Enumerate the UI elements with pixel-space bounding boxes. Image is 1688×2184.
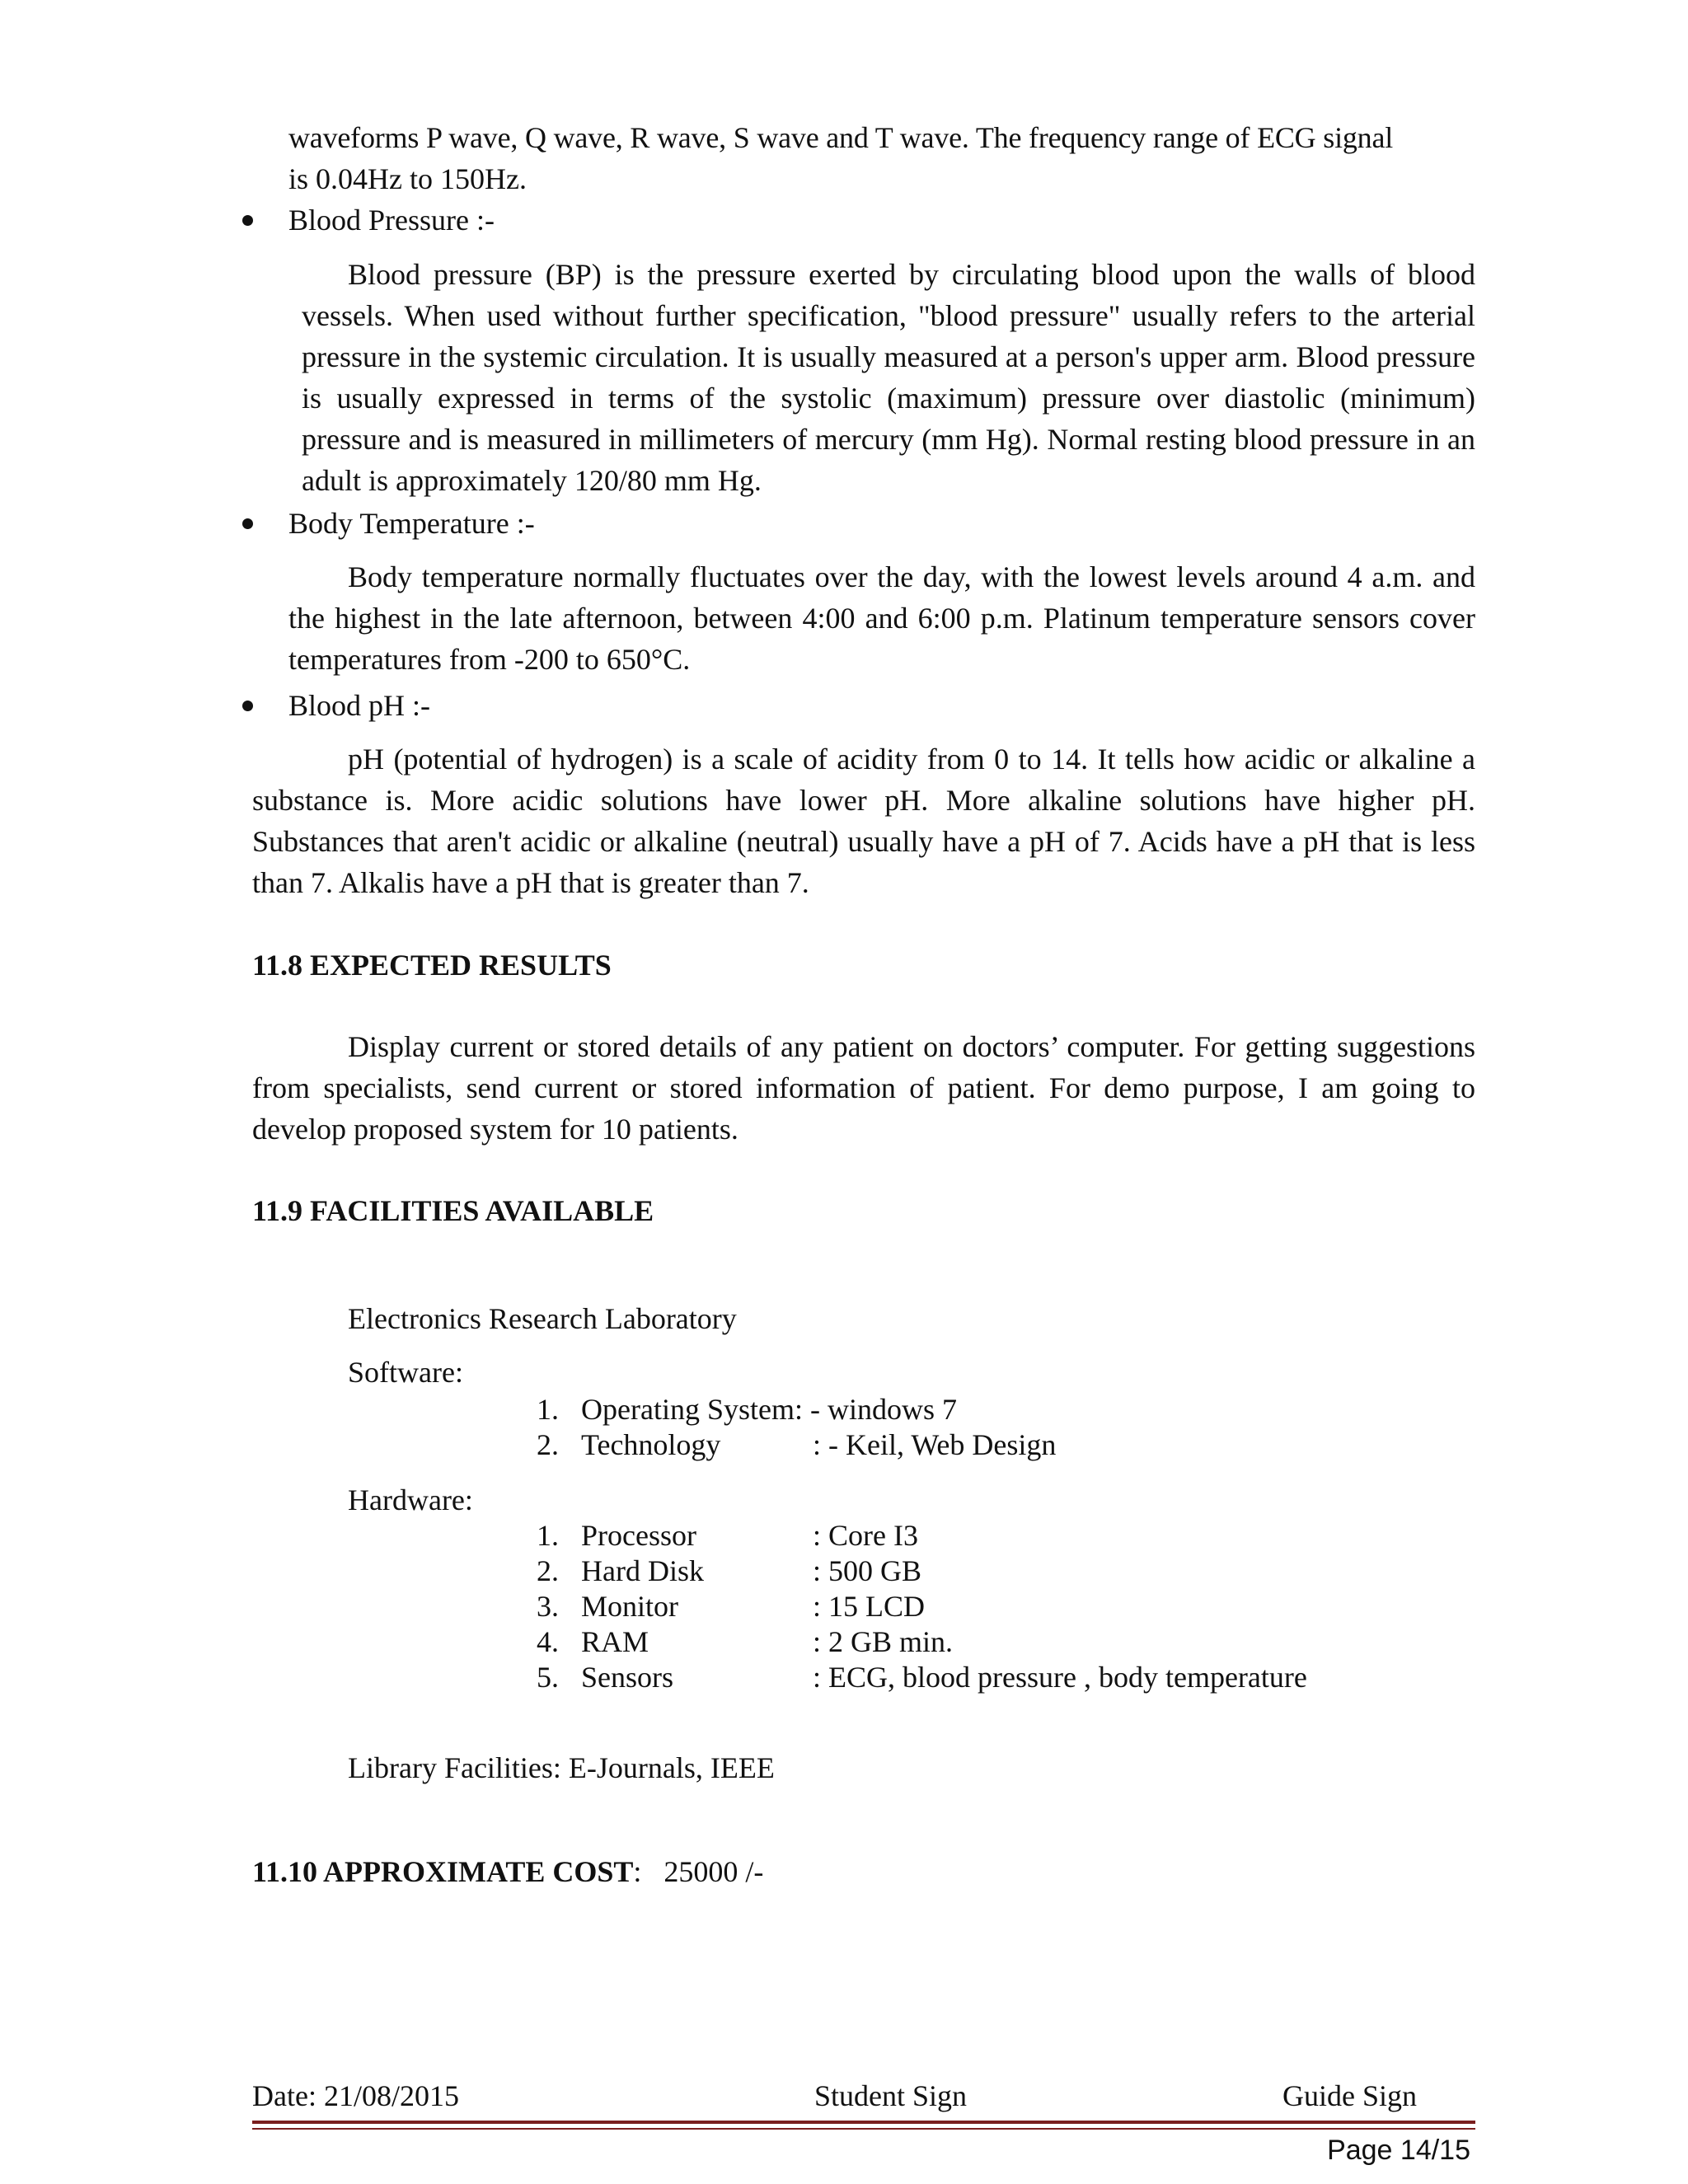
list-item-value: : 500 GB — [813, 1554, 922, 1587]
footer-guide-sign: Guide Sign — [1282, 2079, 1418, 2112]
list-number: 2. — [537, 1428, 559, 1461]
lab-name: Electronics Research Laboratory — [348, 1302, 737, 1335]
bullet-dot-icon — [242, 518, 253, 529]
list-item-value: : ECG, blood pressure , body temperature — [813, 1661, 1307, 1694]
footer-student-sign: Student Sign — [814, 2079, 968, 2112]
bullet-dot-icon — [242, 215, 253, 226]
list-item-name: Hard Disk — [581, 1554, 704, 1587]
list-item-value: : 2 GB min. — [813, 1625, 954, 1658]
cost-value: 25000 /- — [663, 1855, 764, 1888]
list-number: 1. — [537, 1519, 559, 1552]
list-number: 3. — [537, 1590, 559, 1623]
list-item-name: RAM — [581, 1625, 649, 1658]
list-item-name: Monitor — [581, 1590, 679, 1623]
ecg-text-line2: is 0.04Hz to 150Hz. — [288, 162, 527, 195]
software-label: Software: — [348, 1356, 463, 1389]
bullet-label: Body Temperature :- — [288, 507, 535, 540]
list-number: 1. — [537, 1393, 559, 1426]
expected-results-paragraph: Display current or stored details of any patient on doctors’ computer. For getting suggestions from specialists, send current or stored information of patient. For demo purpose, I am going to develop proposed system for 10 patients. — [252, 1030, 1475, 1146]
library-facilities: Library Facilities: E-Journals, IEEE — [348, 1751, 775, 1784]
cost-colon: : — [633, 1855, 642, 1888]
section-heading-approximate-cost: 11.10 APPROXIMATE COST — [252, 1855, 634, 1888]
section-heading-expected-results: 11.8 EXPECTED RESULTS — [252, 949, 612, 982]
list-item-value: : 15 LCD — [813, 1590, 926, 1623]
list-item-name: Operating System: - windows 7 — [581, 1393, 957, 1426]
hardware-label: Hardware: — [348, 1483, 473, 1516]
list-number: 2. — [537, 1554, 559, 1587]
bullet-dot-icon — [242, 701, 253, 711]
approximate-cost-line — [252, 1854, 763, 1889]
list-number: 4. — [537, 1625, 559, 1658]
blood-ph-paragraph: pH (potential of hydrogen) is a scale of acidity from 0 to 14. It tells how acidic or alkaline a substance is. More acidic solutions have lower pH. More alkaline solutions have higher pH. Substances that aren't acidic or alkaline (neutral) usually have a pH of 7. Acids have a pH that is less than 7. Alkalis have a pH that is greater than 7. — [252, 743, 1475, 899]
list-item-name: Sensors — [581, 1661, 674, 1694]
section-heading-facilities: 11.9 FACILITIES AVAILABLE — [252, 1194, 654, 1227]
list-item-name: Technology — [581, 1428, 721, 1461]
footer-rule-thick — [252, 2121, 1475, 2124]
footer-date: Date: 21/08/2015 — [252, 2079, 459, 2112]
ecg-text-line1: waveforms P wave, Q wave, R wave, S wave and T wave. The frequency range of ECG signal — [288, 121, 1394, 154]
list-item-name: Processor — [581, 1519, 696, 1552]
list-number: 5. — [537, 1661, 559, 1694]
bullet-label: Blood pH :- — [288, 689, 431, 722]
blood-pressure-paragraph: Blood pressure (BP) is the pressure exerted by circulating blood upon the walls of blood vessels. When used without further specification, "blood pressure" usually refers to the arterial pressure in the systemic circulation. It is usually measured at a person's upper arm. Blood pressure is usually expressed in terms of the systolic (maximum) pressure over diastolic (minimum) pressure and is measured in millimeters of mercury (mm Hg). Normal resting blood pressure in an adult is approximately 120/80 mm Hg. — [302, 258, 1475, 497]
body-temperature-paragraph: Body temperature normally fluctuates over the day, with the lowest levels around 4 a.m. and the highest in the late afternoon, between 4:00 and 6:00 p.m. Platinum temperature sensors cover temperatures from -200 to 650°C. — [288, 560, 1475, 676]
list-item-value: : Core I3 — [813, 1519, 918, 1552]
bullet-label: Blood Pressure :- — [288, 204, 495, 237]
footer-rule-thin — [252, 2128, 1475, 2130]
list-item-value: : - Keil, Web Design — [813, 1428, 1057, 1461]
page-number: Page 14/15 — [1327, 2135, 1470, 2166]
